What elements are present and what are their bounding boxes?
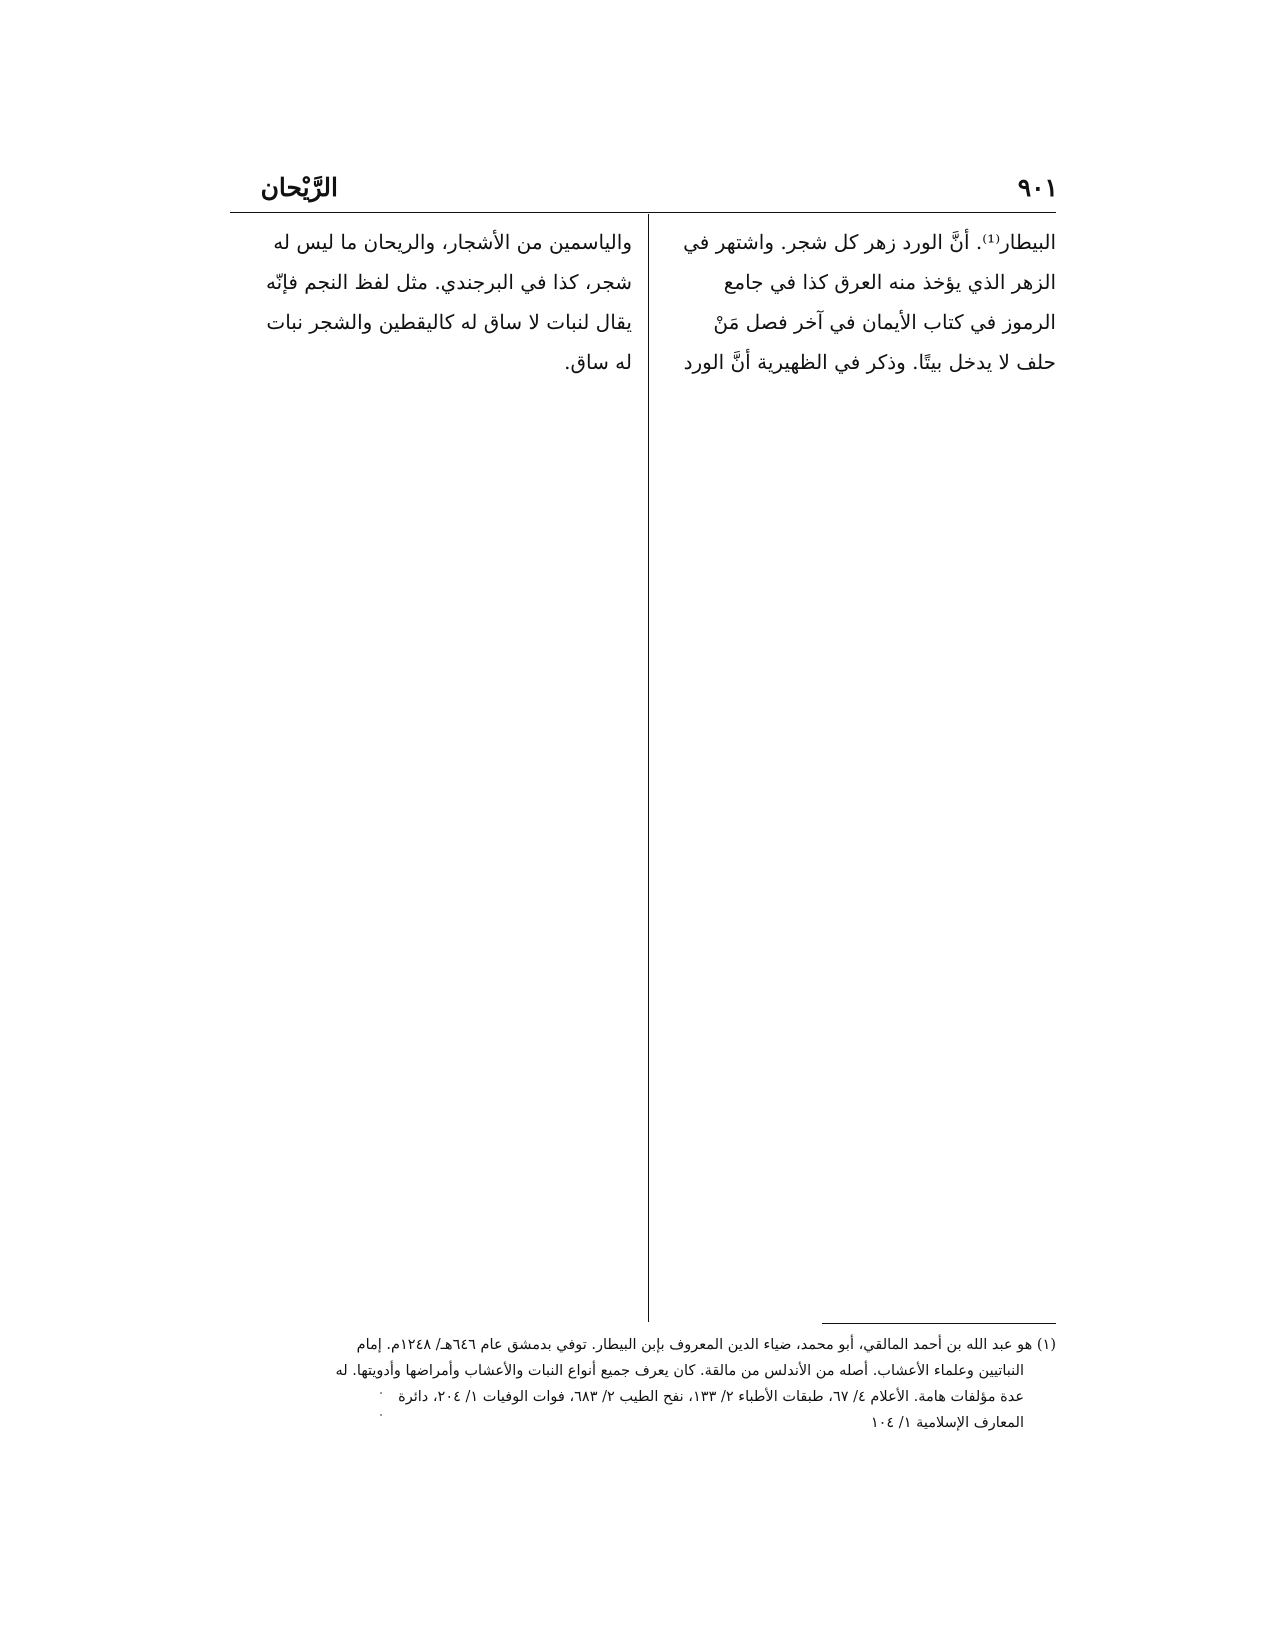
scan-speck — [380, 1414, 382, 1416]
column-left — [230, 222, 632, 392]
scan-speck — [380, 1392, 382, 1394]
text-line: الزهر الذي يؤخذ منه العرق كذا في جامع — [723, 270, 1056, 294]
page-number: ٩٠١ — [1017, 173, 1058, 202]
column-divider — [648, 214, 649, 1322]
text-line: والياسمين من الأشجار، والريحان ما ليس له — [273, 230, 632, 254]
footnote-rule — [822, 1323, 1056, 1324]
footnote-line: النباتيين وعلماء الأعشاب. أصله من الأندلس من مالقة. كان يعرف جميع أنواع النبات والأعشاب وأمراضها وأدويتها. له — [335, 1363, 1024, 1379]
footnote-line: (١) هو عبد الله بن أحمد المالقي، أبو محمد، ضياء الدين المعروف بإبن البيطار. توفي بدمشق عام ٦٤٦هـ/ ١٢٤٨م. إمام — [356, 1337, 1056, 1353]
running-header-title: الرَّيْحان — [260, 173, 338, 202]
header-rule — [230, 212, 1056, 213]
footnote-line: عدة مؤلفات هامة. الأعلام ٤/ ٦٧، طبقات الأطباء ٢/ ١٣٣، نفح الطيب ٢/ ٦٨٣، فوات الوفيات ١/ ٢٠٤، دائرة — [398, 1389, 1024, 1405]
text-line: شجر، كذا في البرجندي. مثل لفظ النجم فإنّه — [265, 270, 632, 294]
column-right — [665, 222, 1056, 392]
text-line: البيطار⁽¹⁾. أنَّ الورد زهر كل شجر. واشتهر في — [683, 230, 1056, 254]
text-line: حلف لا يدخل بيتًا. وذكر في الظهيرية أنَّ الورد — [683, 350, 1056, 374]
text-line: الرموز في كتاب الأيمان في آخر فصل مَنْ — [713, 310, 1056, 334]
footnote — [230, 1332, 1056, 1444]
text-line: له ساق. — [564, 350, 632, 374]
footnote-line: المعارف الإسلامية ١/ ١٠٤ — [870, 1415, 1024, 1431]
text-line: يقال لنبات لا ساق له كاليقطين والشجر نبات — [266, 310, 632, 334]
